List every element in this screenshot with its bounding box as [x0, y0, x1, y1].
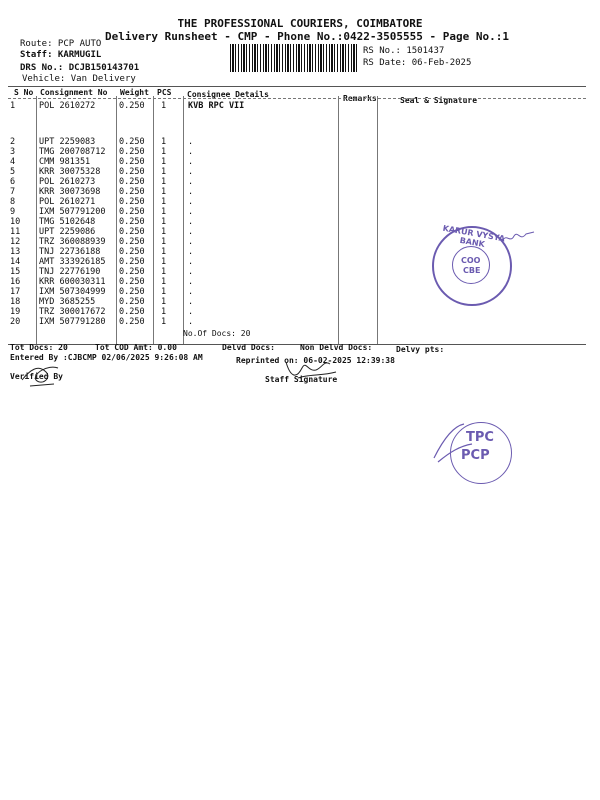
staff-label: Staff: KARMUGIL	[20, 50, 102, 60]
row-weight: 0.250	[119, 147, 145, 157]
bank-stamp-branch: COO	[461, 256, 481, 265]
row-sno: 1	[10, 101, 16, 111]
row-sno: 14	[10, 257, 21, 267]
row-consignee-details: .	[188, 307, 194, 317]
row-weight: 0.250	[119, 247, 145, 257]
row-weight: 0.250	[119, 167, 145, 177]
row-pcs: 1	[161, 267, 167, 277]
row-pcs: 1	[161, 227, 167, 237]
row-consignee-details: .	[188, 297, 194, 307]
staff-signature-label: Staff Signature	[265, 375, 338, 384]
row-consignment-no: AMT 333926185	[39, 257, 106, 267]
table-row	[0, 297, 600, 307]
row-weight: 0.250	[119, 267, 145, 277]
row-pcs: 1	[161, 297, 167, 307]
row-weight: 0.250	[119, 217, 145, 227]
row-consignee-details: .	[188, 207, 194, 217]
table-row	[0, 217, 600, 227]
tpc-stamp-bottom: PCP	[461, 448, 490, 463]
row-consignment-no: MYD 3685255	[39, 297, 96, 307]
col-header-pcs: PCS	[157, 88, 172, 97]
row-weight: 0.250	[119, 287, 145, 297]
row-consignment-no: TNJ 22736188	[39, 247, 101, 257]
row-pcs: 1	[161, 177, 167, 187]
row-consignee-details: .	[188, 157, 194, 167]
header-bottom-rule	[8, 98, 586, 99]
row-weight: 0.250	[119, 177, 145, 187]
row-consignment-no: IXM 507791200	[39, 207, 106, 217]
table-row	[0, 277, 600, 287]
row-pcs: 1	[161, 317, 167, 327]
row-sno: 8	[10, 197, 16, 207]
row-weight: 0.250	[119, 197, 145, 207]
total-cod: Tot COD Amt: 0.00	[95, 343, 177, 352]
row-pcs: 1	[161, 257, 167, 267]
row-sno: 19	[10, 307, 21, 317]
row-pcs: 1	[161, 237, 167, 247]
entered-by: Entered By :CJBCMP 02/06/2025 9:26:08 AM	[10, 353, 203, 362]
row-weight: 0.250	[119, 187, 145, 197]
row-sno: 7	[10, 187, 16, 197]
tpc-stamp-top: TPC	[466, 430, 494, 445]
col-header-remarks: Remarks	[343, 94, 377, 103]
tpc-stamp-signature	[428, 418, 478, 468]
row-consignee-details: .	[188, 257, 194, 267]
row-consignee-details: KVB RPC VII	[188, 101, 245, 111]
row-consignee-details: .	[188, 237, 194, 247]
row-consignment-no: POL 2610272	[39, 101, 96, 111]
row-consignment-no: TRZ 360088939	[39, 237, 106, 247]
row-weight: 0.250	[119, 307, 145, 317]
non-delivered-docs: Non Delvd Docs:	[300, 343, 373, 352]
table-row	[0, 287, 600, 297]
bank-stamp-inner	[452, 246, 490, 284]
reprinted-on: Reprinted on: 06-02-2025 12:39:38	[236, 356, 395, 365]
row-pcs: 1	[161, 101, 167, 111]
row-pcs: 1	[161, 197, 167, 207]
row-consignee-details: .	[188, 177, 194, 187]
row-consignment-no: IXM 507791280	[39, 317, 106, 327]
row-consignment-no: UPT 2259086	[39, 227, 96, 237]
row-weight: 0.250	[119, 227, 145, 237]
row-pcs: 1	[161, 137, 167, 147]
col-header-seal: Seal & Signature	[400, 96, 478, 105]
row-pcs: 1	[161, 307, 167, 317]
route-label: Route: PCP AUTO	[20, 39, 102, 49]
row-sno: 18	[10, 297, 21, 307]
row-pcs: 1	[161, 187, 167, 197]
row-consignment-no: UPT 2259083	[39, 137, 96, 147]
row-weight: 0.250	[119, 297, 145, 307]
bank-stamp-city: CBE	[463, 266, 481, 275]
row-consignment-no: IXM 507304999	[39, 287, 106, 297]
staff-signature	[278, 350, 348, 386]
table-row	[0, 137, 600, 147]
row-consignee-details: .	[188, 217, 194, 227]
row-sno: 6	[10, 177, 16, 187]
row-weight: 0.250	[119, 101, 145, 111]
row-sno: 15	[10, 267, 21, 277]
col-header-weight: Weight	[120, 88, 149, 97]
row-pcs: 1	[161, 157, 167, 167]
total-docs: Tot Docs: 20	[10, 343, 68, 352]
delivery-points: Delvy pts:	[396, 345, 445, 354]
row-weight: 0.250	[119, 317, 145, 327]
row-weight: 0.250	[119, 277, 145, 287]
col-header-details: Consignee Details	[187, 90, 269, 99]
verified-by: Verified By	[10, 372, 63, 381]
row-pcs: 1	[161, 167, 167, 177]
vehicle-label: Vehicle: Van Delivery	[22, 74, 136, 84]
row-weight: 0.250	[119, 157, 145, 167]
row-consignee-details: .	[188, 317, 194, 327]
company-title: THE PROFESSIONAL COURIERS, COIMBATORE	[177, 17, 423, 30]
row-pcs: 1	[161, 277, 167, 287]
row-sno: 17	[10, 287, 21, 297]
row-consignee-details: .	[188, 197, 194, 207]
drs-number: DRS No.: DCJB150143701	[20, 63, 140, 73]
row-sno: 9	[10, 207, 16, 217]
row-pcs: 1	[161, 247, 167, 257]
table-row	[0, 197, 600, 207]
row-sno: 2	[10, 137, 16, 147]
row-pcs: 1	[161, 287, 167, 297]
delivered-docs: Delvd Docs:	[222, 343, 275, 352]
col-header-consignment: Consignment No	[40, 88, 108, 97]
table-row	[0, 167, 600, 177]
row-sno: 12	[10, 237, 21, 247]
header-top-rule	[8, 86, 586, 87]
table-row	[0, 147, 600, 157]
row-consignment-no: POL 2610271	[39, 197, 96, 207]
row-consignee-details: .	[188, 187, 194, 197]
rs-date: RS Date: 06-Feb-2025	[363, 58, 472, 68]
verifier-signature	[18, 352, 78, 392]
row-sno: 16	[10, 277, 21, 287]
row-consignee-details: .	[188, 147, 194, 157]
row-weight: 0.250	[119, 207, 145, 217]
row-sno: 4	[10, 157, 16, 167]
row-weight: 0.250	[119, 237, 145, 247]
bank-stamp-text: KARUR VYSYA BANK	[441, 223, 506, 250]
barcode	[230, 44, 358, 72]
row-sno: 5	[10, 167, 16, 177]
row-weight: 0.250	[119, 257, 145, 267]
table-row	[0, 307, 600, 317]
row-consignment-no: TMG 200708712	[39, 147, 106, 157]
col-header-sno: S No	[14, 88, 34, 97]
row-weight: 0.250	[119, 137, 145, 147]
row-sno: 3	[10, 147, 16, 157]
table-row	[0, 207, 600, 217]
row-consignee-details: .	[188, 247, 194, 257]
row-sno: 10	[10, 217, 21, 227]
row-consignee-details: .	[188, 137, 194, 147]
row-consignment-no: KRR 600030311	[39, 277, 106, 287]
row-consignment-no: TNJ 22776190	[39, 267, 101, 277]
row-consignee-details: .	[188, 167, 194, 177]
row-sno: 20	[10, 317, 21, 327]
row-consignee-details: .	[188, 277, 194, 287]
row-consignment-no: CMM 981351	[39, 157, 91, 167]
table-row	[0, 317, 600, 327]
row-sno: 13	[10, 247, 21, 257]
row-consignment-no: TMG 5102648	[39, 217, 96, 227]
row-pcs: 1	[161, 207, 167, 217]
row-consignment-no: POL 2610273	[39, 177, 96, 187]
row-consignment-no: TRZ 300017672	[39, 307, 106, 317]
no-of-docs: No.Of Docs: 20	[183, 329, 251, 338]
row-consignee-details: .	[188, 287, 194, 297]
table-row	[0, 177, 600, 187]
row-consignment-no: KRR 30075328	[39, 167, 101, 177]
row-consignee-details: .	[188, 227, 194, 237]
rs-number: RS No.: 1501437	[363, 46, 445, 56]
table-row	[0, 187, 600, 197]
row-pcs: 1	[161, 147, 167, 157]
row-consignee-details: .	[188, 267, 194, 277]
bank-stamp-signature	[500, 228, 536, 248]
table-row	[0, 157, 600, 167]
row-pcs: 1	[161, 217, 167, 227]
table-row	[0, 101, 600, 111]
row-consignment-no: KRR 30073698	[39, 187, 101, 197]
runsheet-title: Delivery Runsheet - CMP - Phone No.:0422-3505555 - Page No.:1	[105, 30, 509, 43]
row-sno: 11	[10, 227, 21, 237]
